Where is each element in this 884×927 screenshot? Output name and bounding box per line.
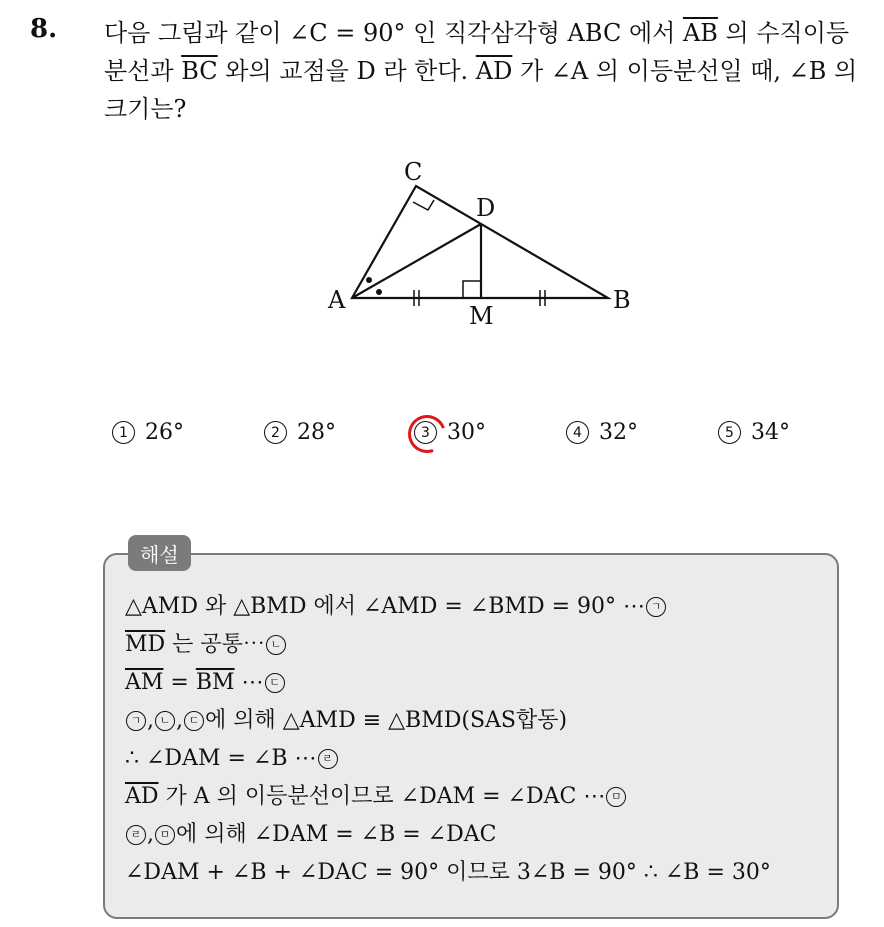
right-angle-mark-m [463,281,481,298]
label-d: D [476,194,496,222]
solution-line-4: ㄱ , ㄴ , ㄷ 에 의해 △AMD ≡ △BMD(SAS합동) [125,702,771,740]
solution-tag: 해설 [128,535,191,571]
choice-number: 5 [718,421,741,444]
label-c: C [404,158,423,186]
circled-mark: ㄴ [266,635,286,655]
solution-line-8: ∠DAM + ∠B + ∠DAC = 90° 이므로 3∠B = 90° ∴ ∠B = 30° [125,860,771,885]
circled-mark: ㄱ [126,711,146,731]
solution-line-5: ∴ ∠DAM = ∠B ⋯ ㄹ [125,740,771,778]
circled-mark: ㄴ [155,711,175,731]
circled-mark: ㄹ [318,749,338,769]
circled-mark: ㅁ [155,825,175,845]
question-number: 8. [30,14,58,44]
solution-line-6: $\overline{AD}$ 가 A 의 이등분선이므로 ∠DAM = ∠DAC ⋯ ㅁ [125,778,771,816]
circled-mark: ㄱ [646,597,666,617]
segment-bc: $\overline{BC}$ [181,57,218,85]
choice-3[interactable] [414,420,486,445]
label-a: A [328,286,346,314]
choice-2[interactable] [264,420,336,445]
angle-dot-2 [376,289,382,295]
solution-line-1: △AMD 와 △BMD 에서 ∠AMD = ∠BMD = 90° ⋯ ㄱ [125,588,771,626]
segment-ad-line [352,224,481,298]
solution-body [125,588,771,892]
right-angle-mark-c [413,200,434,210]
choice-text: 30° [447,420,486,445]
circled-mark: ㄹ [126,825,146,845]
choice-1[interactable] [112,420,184,445]
choice-text: 34° [751,420,790,445]
circled-mark: ㄷ [184,711,204,731]
circled-mark: ㅁ [606,787,626,807]
choice-4[interactable] [566,420,638,445]
choice-text: 28° [297,420,336,445]
solution-line-2: $\overline{MD}$ 는 공통⋯ ㄴ [125,626,771,664]
answer-circle-mark [402,409,452,459]
choice-5[interactable] [718,420,790,445]
question-text: 다음 그림과 같이 ∠C = 90° 인 직각삼각형 ABC 에서 $\overline{AB}$ 의 수직이등분선과 $\overline{BC}$ 와의 교점을 D 라 한다. $\overline{AD}$ 가 ∠A 의 이등분선일 때, ∠B 의 크기는? [104,19,858,123]
triangle-figure [300,150,650,340]
choice-number: 2 [264,421,287,444]
choice-number: 3 [414,421,437,444]
solution-line-7: ㄹ , ㅁ 에 의해 ∠DAM = ∠B = ∠DAC [125,816,771,854]
choice-number: 4 [566,421,589,444]
answer-choices [0,420,884,456]
circled-mark: ㄷ [265,673,285,693]
choice-text: 26° [145,420,184,445]
segment-ad: $\overline{AD}$ [475,57,513,85]
label-b: B [613,286,631,314]
choice-number: 1 [112,421,135,444]
choice-text: 32° [599,420,638,445]
solution-line-3: $\overline{AM} = \overline{BM}$ ⋯ ㄷ [125,664,771,702]
angle-dot-1 [366,277,372,283]
label-m: M [469,302,494,330]
segment-ab: $\overline{AB}$ [682,19,718,47]
